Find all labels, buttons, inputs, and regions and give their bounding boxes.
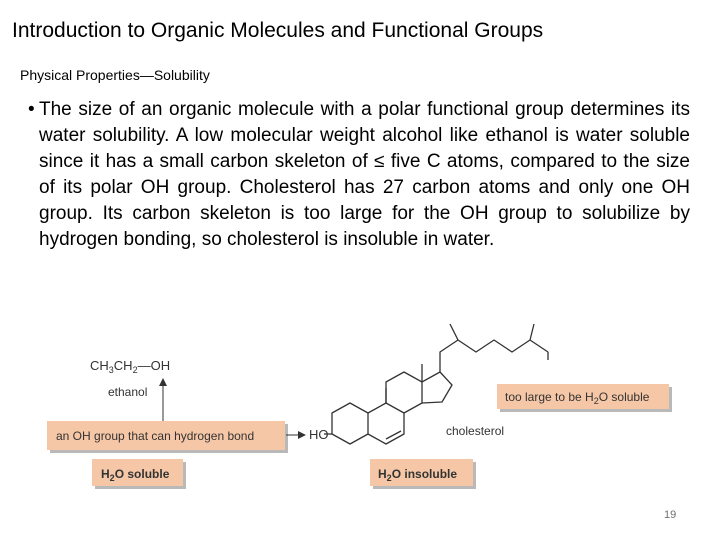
h2o-insoluble-label: $H_2O$ insoluble	[378, 467, 458, 483]
slide-subtitle: Physical Properties—Solubility	[20, 67, 210, 83]
ethanol-formula: $CH_3CH_2—OH$	[90, 358, 171, 375]
ring-b	[368, 403, 404, 444]
side-chain	[440, 340, 548, 372]
ring-c	[386, 372, 422, 413]
solubility-figure	[0, 300, 720, 540]
too-large-label: too large to be $H_2O$ soluble	[505, 390, 650, 406]
ethanol-label: ethanol	[108, 385, 148, 399]
ring-d	[422, 372, 452, 403]
oh-group-label: an OH group that can hydrogen bond	[56, 429, 255, 443]
ho-label: HO	[309, 427, 329, 442]
cholesterol-label: cholesterol	[446, 424, 505, 438]
h2o-soluble-label: $H_2O$ soluble	[101, 467, 170, 483]
slide-title: Introduction to Organic Molecules and Functional Groups	[12, 19, 544, 42]
bullet-item	[28, 97, 690, 253]
page-number: 19	[664, 509, 677, 521]
ring-a	[332, 403, 368, 444]
bullet-dot-icon: •	[28, 99, 35, 120]
bullet-text: The size of an organic molecule with a polar functional group determines its water solubility. A low molecular weight alcohol like ethanol is water soluble since it has a small carbon skeleton of ≤ five C atoms, compared to the size of its polar OH group. Cholesterol has 27 carbon atoms and only one OH group. Its carbon skeleton is too large for the OH group to solubilize by hydrogen bonding, so cholesterol is insoluble in water.	[39, 99, 690, 250]
